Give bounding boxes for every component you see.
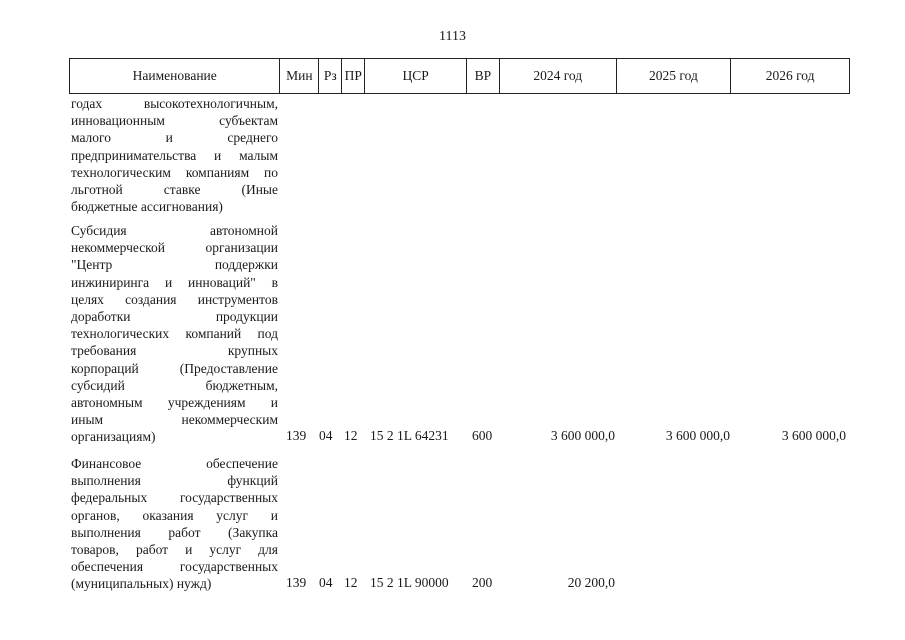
name-line: обеспечения государственных [71, 559, 278, 575]
row-name [71, 455, 278, 593]
name-line: органов, оказания услуг и [71, 507, 278, 523]
header-csr: ЦСР [365, 59, 467, 93]
cell-y2024: 3 600 000,0 [550, 428, 615, 444]
cell-y2025: 3 600 000,0 [665, 428, 730, 444]
name-line: федеральных государственных [71, 490, 278, 506]
name-line: инновационным субъектам [71, 113, 278, 129]
cell-y2026: 3 600 000,0 [781, 428, 846, 444]
name-line: предпринимательства и малым [71, 147, 278, 163]
header-pr: ПР [342, 59, 365, 93]
row-name [71, 95, 278, 215]
name-line: Субсидия автономной [71, 223, 278, 238]
name-line: технологических компаний под [71, 326, 278, 342]
cell-vr: 200 [472, 575, 493, 591]
cell-pr: 12 [344, 575, 358, 591]
cell-pr: 12 [344, 428, 358, 444]
header-2024: 2024 год [500, 59, 617, 93]
name-line: иным некоммерческим [71, 412, 278, 428]
cell-rz: 04 [319, 428, 333, 444]
header-rz: Рз [319, 59, 342, 93]
header-2026: 2026 год [765, 68, 815, 83]
name-line: некоммерческой организации [71, 240, 278, 256]
name-line: организациям) [71, 429, 156, 445]
name-line: бюджетные ассигнования) [71, 199, 223, 215]
cell-csr: 15 2 1L 90000 [370, 575, 449, 591]
cell-min: 139 [286, 575, 307, 591]
cell-y2024: 20 200,0 [567, 575, 615, 591]
name-line: доработки продукции [71, 308, 278, 324]
name-line: субсидий бюджетным, [71, 377, 278, 393]
name-line: Финансовое обеспечение [71, 456, 278, 471]
name-line: выполнения работ (Закупка [71, 524, 278, 540]
cell-csr: 15 2 1L 64231 [370, 428, 449, 444]
row-name [71, 222, 278, 445]
cell-vr: 600 [472, 428, 493, 444]
table-header [69, 58, 850, 94]
name-line: "Центр поддержки [71, 257, 278, 273]
name-line: малого и среднего [71, 130, 278, 146]
name-line: годах высокотехнологичным, [71, 96, 278, 111]
cell-min: 139 [286, 428, 307, 444]
name-line: выполнения функций [71, 473, 278, 489]
name-line: целях создания инструментов [71, 291, 278, 307]
header-min: Мин [280, 59, 319, 93]
name-line: товаров, работ и услуг для [71, 541, 278, 557]
name-line: инжиниринга и инноваций" в [71, 274, 278, 290]
name-line: льготной ставке (Иные [71, 181, 278, 197]
page-number: 1113 [439, 29, 466, 44]
cell-rz: 04 [319, 575, 333, 591]
name-line: автономным учреждениям и [71, 394, 278, 410]
name-line: требования крупных [71, 343, 278, 359]
header-vr: ВР [467, 59, 500, 93]
header-name: Наименование [70, 59, 280, 93]
name-line: корпораций (Предоставление [71, 360, 278, 376]
name-line: технологическим компаниям по [71, 164, 278, 180]
name-line: (муниципальных) нужд) [71, 576, 212, 592]
header-2025: 2025 год [617, 59, 732, 93]
